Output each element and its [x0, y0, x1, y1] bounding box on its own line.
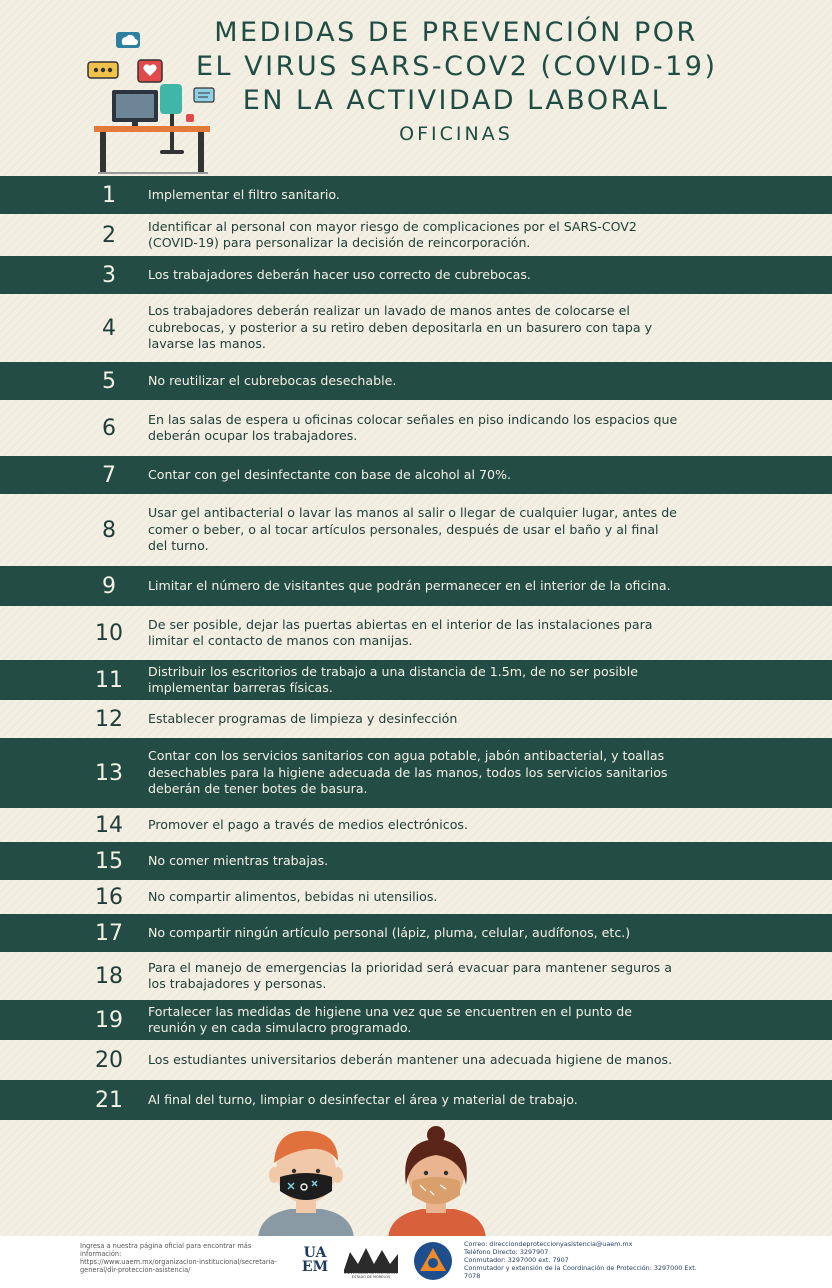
measure-text: Usar gel antibacterial o lavar las manos al salir o llegar de cualquier lugar, antes de comer o beber, o al tocar artículos personales, después de usar el baño y al final del turno. — [148, 505, 677, 554]
measure-number: 16 — [95, 884, 123, 910]
footer-info — [80, 1242, 290, 1274]
measure-row — [0, 842, 832, 880]
measure-number: 9 — [102, 573, 116, 599]
measure-row — [0, 952, 832, 1000]
measure-text: Fortalecer las medidas de higiene una vez que se encuentren en el punto de reunión y en cada simulacro programado. — [148, 1003, 633, 1035]
uaem-logo: UA EM — [301, 1245, 329, 1275]
measure-row — [0, 700, 832, 738]
measure-row — [0, 1040, 832, 1080]
measure-row — [0, 660, 832, 700]
footer — [0, 1236, 832, 1288]
measure-text: Promover el pago a través de medios electrónicos. — [148, 816, 468, 832]
measure-row — [0, 1000, 832, 1040]
measure-number: 20 — [95, 1047, 123, 1073]
measure-number: 2 — [102, 222, 116, 248]
measure-number: 10 — [95, 620, 123, 646]
measure-number: 21 — [95, 1087, 123, 1113]
contact-email[interactable]: Correo: direcciondeproteccionyasistencia@uaem.mx — [464, 1240, 633, 1248]
title-line: EL VIRUS SARS-COV2 (COVID-19) — [196, 51, 718, 82]
measure-row — [0, 1080, 832, 1120]
measure-row — [0, 914, 832, 952]
footer-info-line: Ingresa a nuestra página oficial para encontrar más información: — [80, 1242, 252, 1258]
measure-text: No compartir alimentos, bebidas ni utensilios. — [148, 888, 438, 904]
measure-text: Identificar al personal con mayor riesgo de complicaciones por el SARS-COV2 (COVID-19) para personalizar la decisión de reincorporación. — [148, 218, 637, 250]
measure-text: No compartir ningún artículo personal (lápiz, pluma, celular, audífonos, etc.) — [148, 924, 631, 940]
measure-row — [0, 880, 832, 914]
measure-number: 18 — [95, 963, 123, 989]
title-line: EN LA ACTIVIDAD LABORAL — [242, 85, 670, 116]
measure-text: Los trabajadores deberán realizar un lavado de manos antes de colocarse el cubrebocas, y posterior a su retiro deben depositarla en un basurero con tapa y lavarse las manos. — [148, 303, 653, 352]
page-subtitle: OFICINAS — [399, 123, 513, 145]
measure-number: 7 — [102, 462, 116, 488]
measure-text: Implementar el filtro sanitario. — [148, 186, 340, 202]
header — [0, 0, 832, 176]
measure-number: 12 — [95, 706, 123, 732]
measure-row — [0, 566, 832, 606]
measure-row — [0, 294, 832, 362]
measure-text: Limitar el número de visitantes que podrán permanecer en el interior de la oficina. — [148, 577, 671, 593]
measure-row — [0, 738, 832, 808]
measure-row — [0, 456, 832, 494]
proteccion-civil-logo — [412, 1240, 454, 1282]
measure-number: 13 — [95, 760, 123, 786]
measure-row — [0, 362, 832, 400]
measure-number: 15 — [95, 848, 123, 874]
footer-link[interactable]: https://www.uaem.mx/organizacion-institucional/secretaria-general/dir-proteccion-asistencia/ — [80, 1258, 277, 1274]
measure-row — [0, 176, 832, 214]
measure-row — [0, 256, 832, 294]
measure-text: En las salas de espera u oficinas colocar señales en piso indicando los espacios que deberán ocupar los trabajadores. — [148, 411, 678, 443]
measure-text: Los trabajadores deberán hacer uso correcto de cubrebocas. — [148, 266, 531, 282]
footer-contact — [464, 1240, 712, 1280]
measure-text: Establecer programas de limpieza y desinfección — [148, 710, 458, 726]
measure-row — [0, 400, 832, 456]
measure-number: 1 — [102, 182, 116, 208]
measure-row — [0, 494, 832, 566]
measure-number: 3 — [102, 262, 116, 288]
measure-text: No reutilizar el cubrebocas desechable. — [148, 372, 397, 388]
measure-number: 6 — [102, 415, 116, 441]
title-line: MEDIDAS DE PREVENCIÓN POR — [214, 17, 698, 48]
measure-row — [0, 606, 832, 660]
uaem-caption: UNIVERSIDAD AUTÓNOMA DEL ESTADO DE MORELOS — [344, 1271, 398, 1279]
measure-row — [0, 214, 832, 256]
measure-text: Distribuir los escritorios de trabajo a una distancia de 1.5m, de no ser posible implementar barreras físicas. — [148, 663, 639, 695]
measure-number: 14 — [95, 812, 123, 838]
contact-phone: Teléfono Directo: 3297907 — [464, 1248, 549, 1256]
measure-text: Contar con gel desinfectante con base de alcohol al 70%. — [148, 466, 512, 482]
masked-people-illustration — [250, 1125, 500, 1241]
measure-number: 19 — [95, 1007, 123, 1033]
measure-text: Para el manejo de emergencias la prioridad será evacuar para mantener seguros a los trabajadores y personas. — [148, 959, 672, 991]
measure-number: 17 — [95, 920, 123, 946]
measure-number: 5 — [102, 368, 116, 394]
measure-number: 8 — [102, 517, 116, 543]
measure-text: No comer mientras trabajas. — [148, 852, 329, 868]
page-title — [196, 16, 716, 118]
measure-number: 11 — [95, 667, 123, 693]
measure-text: Al final del turno, limpiar o desinfectar el área y material de trabajo. — [148, 1091, 578, 1107]
measure-row — [0, 808, 832, 842]
measure-number: 4 — [102, 315, 116, 341]
measure-text: De ser posible, dejar las puertas abiertas en el interior de las instalaciones para limitar el contacto de manos con manijas. — [148, 616, 653, 648]
contact-ext: Conmutador y extensión de la Coordinación de Protección: 3297000 Ext. 7078 — [464, 1264, 697, 1280]
contact-switch: Conmutador: 3297000 ext. 7907 — [464, 1256, 569, 1264]
measure-text: Los estudiantes universitarios deberán mantener una adecuada higiene de manos. — [148, 1051, 673, 1067]
measure-text: Contar con los servicios sanitarios con agua potable, jabón antibacterial, y toallas desechables para la higiene adecuada de las manos, todos los servicios sanitarios deberán de tener botes de basura. — [148, 748, 668, 797]
